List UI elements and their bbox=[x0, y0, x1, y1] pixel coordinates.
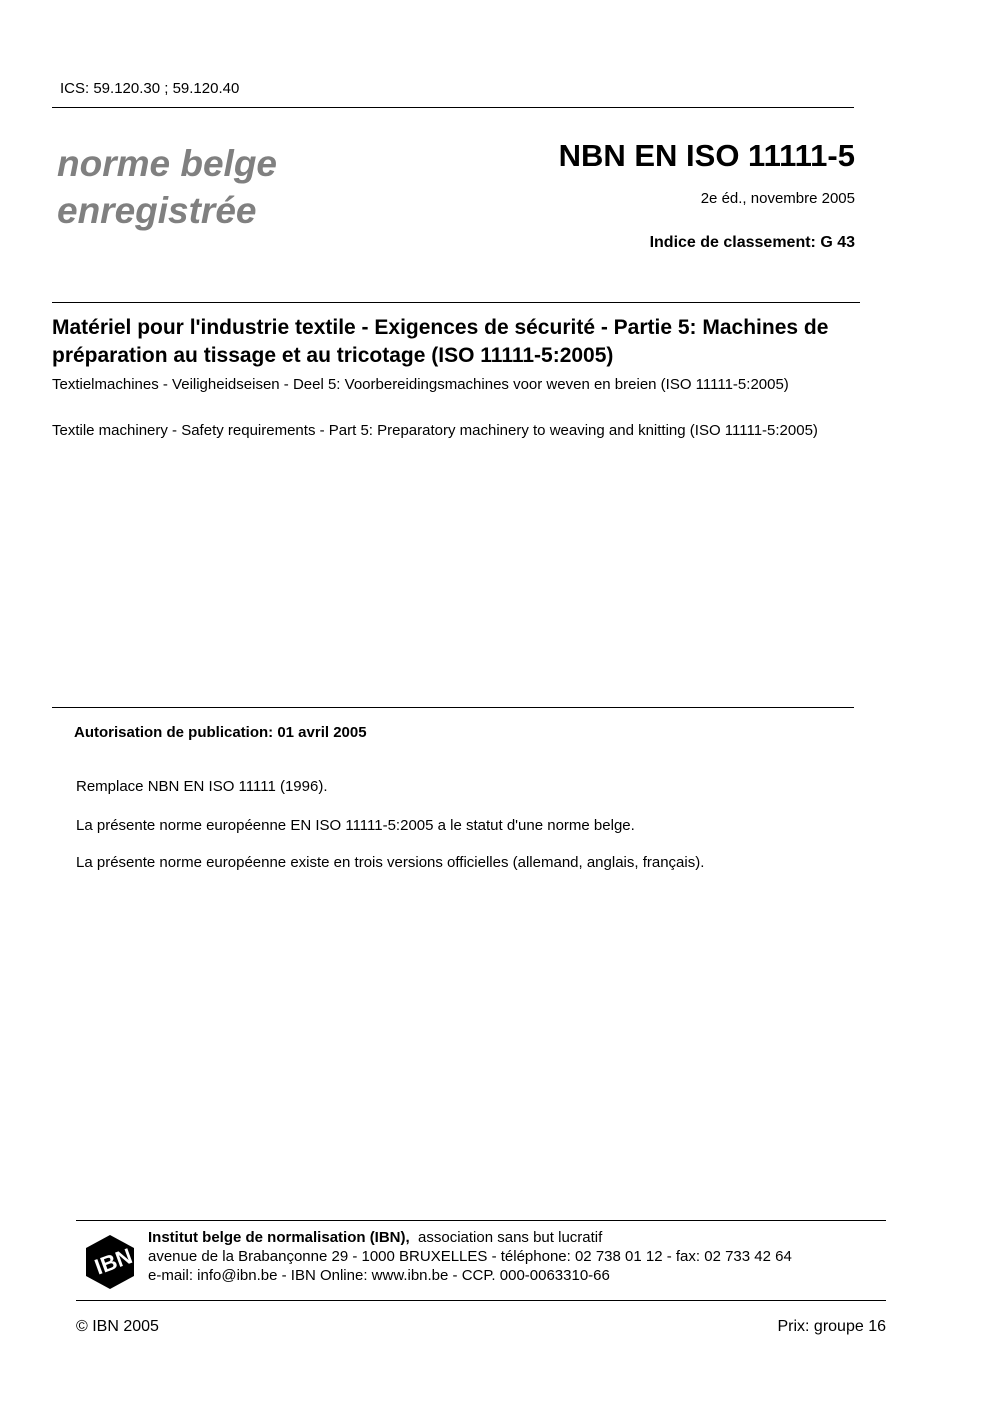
status-note: La présente norme européenne EN ISO 11111-5:2005 a le statut d'une norme belge. bbox=[76, 817, 635, 834]
publication-divider bbox=[52, 707, 854, 708]
institute-contact: e-mail: info@ibn.be - IBN Online: www.ibn.be - CCP. 000-0063310-66 bbox=[148, 1267, 610, 1284]
ibn-logo bbox=[84, 1233, 136, 1291]
versions-note: La présente norme européenne existe en trois versions officielles (allemand, anglais, français). bbox=[76, 854, 705, 871]
replaces-note: Remplace NBN EN ISO 11111 (1996). bbox=[76, 778, 328, 795]
institute-description: association sans but lucratif bbox=[418, 1229, 603, 1246]
institute-address: avenue de la Brabançonne 29 - 1000 BRUXELLES - téléphone: 02 738 01 12 - fax: 02 733 42 64 bbox=[148, 1248, 792, 1265]
ics-codes: ICS: 59.120.30 ; 59.120.40 bbox=[60, 80, 240, 97]
classification-index: Indice de classement: G 43 bbox=[649, 234, 855, 251]
title-divider bbox=[52, 302, 860, 303]
norme-line-1: norme belge bbox=[57, 143, 277, 184]
norme-belge-label bbox=[57, 140, 277, 234]
publication-authorization: Autorisation de publication: 01 avril 2005 bbox=[74, 724, 367, 741]
institute-name: Institut belge de normalisation (IBN), bbox=[148, 1229, 410, 1246]
norme-line-2: enregistrée bbox=[57, 190, 257, 231]
institute-info bbox=[148, 1228, 792, 1285]
title-french: Matériel pour l'industrie textile - Exigences de sécurité - Partie 5: Machines de préparation au tissage et au tricotage (ISO 11111-5:2005) bbox=[52, 316, 829, 367]
edition-date: 2e éd., novembre 2005 bbox=[700, 190, 855, 207]
header-divider bbox=[52, 107, 854, 108]
title-english: Textile machinery - Safety requirements - Part 5: Preparatory machinery to weaving and knitting (ISO 11111-5:2005) bbox=[52, 422, 818, 439]
title-dutch: Textielmachines - Veiligheidseisen - Deel 5: Voorbereidingsmachines voor weven en breien (ISO 11111-5:2005) bbox=[52, 376, 789, 393]
standard-code: NBN EN ISO 11111-5 bbox=[558, 138, 855, 173]
price-group: Prix: groupe 16 bbox=[777, 1318, 886, 1335]
footer-bottom-divider bbox=[76, 1300, 886, 1301]
logo-lettering: IBN bbox=[91, 1243, 136, 1280]
footer-top-divider bbox=[76, 1220, 886, 1221]
copyright: © IBN 2005 bbox=[76, 1318, 159, 1335]
